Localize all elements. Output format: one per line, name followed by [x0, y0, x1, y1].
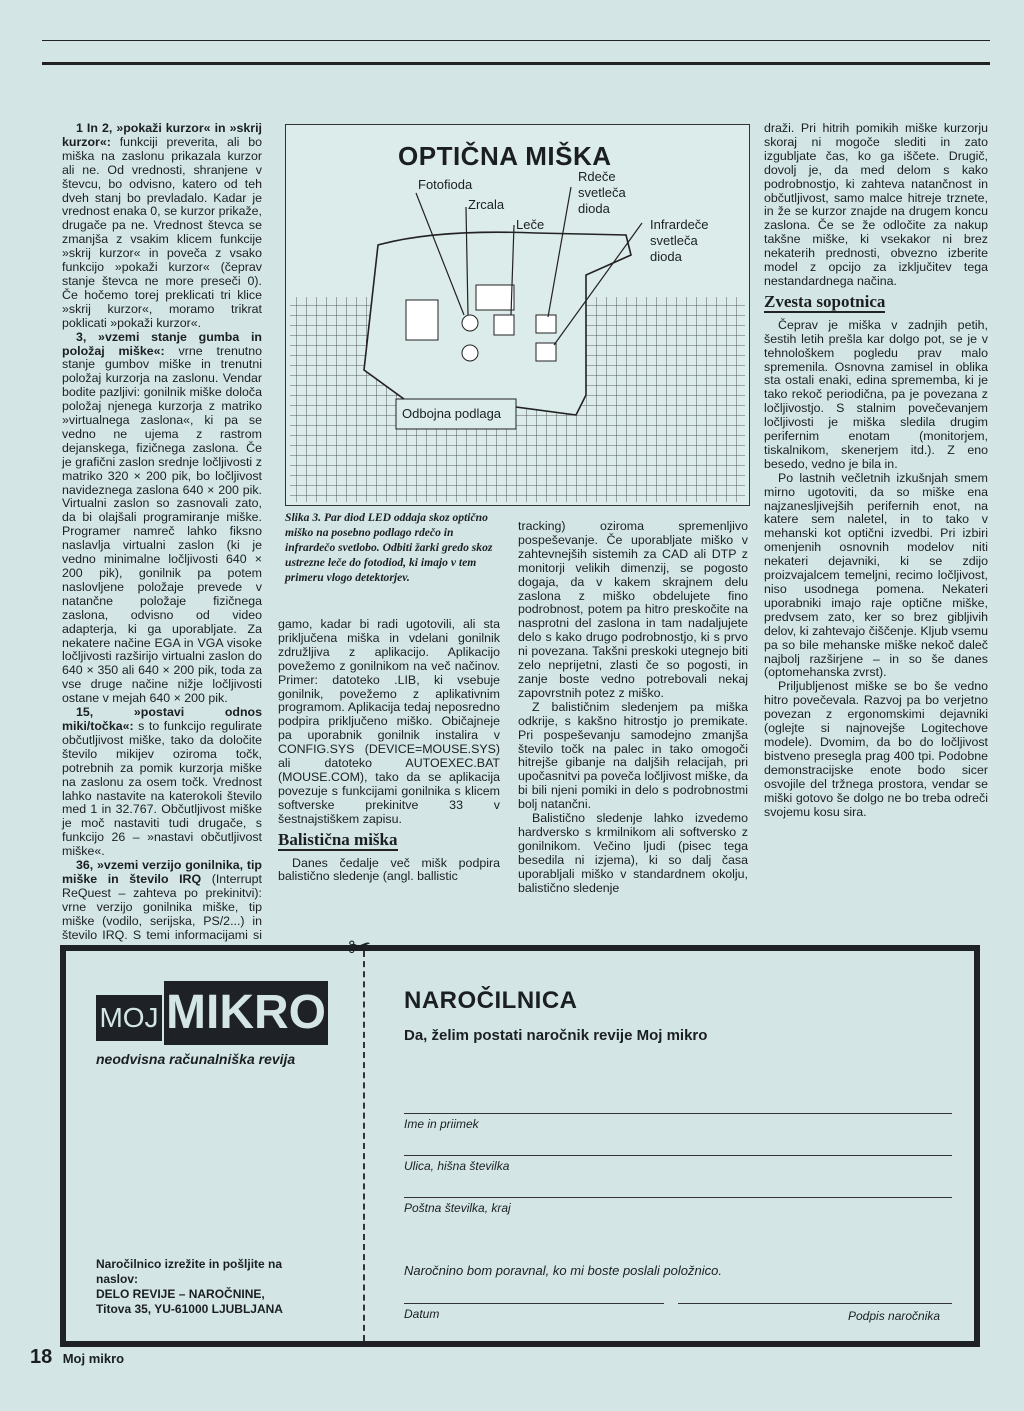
- subtitle-text: Da, želim postati naročnik revije: [404, 1027, 633, 1044]
- label-svetleca-2: svetleča: [650, 233, 698, 248]
- label-dioda-1: dioda: [578, 201, 610, 216]
- paragraph-lead: 36, »vzemi verzijo gonilnika, tip miške in število IRQ: [62, 858, 262, 886]
- tagline: neodvisna računalniška revija: [96, 1051, 296, 1067]
- logo-moj: MOJ: [96, 995, 162, 1041]
- subtitle-magazine: Moj mikro: [636, 1027, 708, 1044]
- top-rule-thick: [42, 62, 990, 65]
- column-2: [278, 618, 500, 884]
- figure-title: OPTIČNA MIŠKA: [398, 141, 612, 171]
- label-zrcala: Zrcala: [468, 197, 505, 212]
- postal-field[interactable]: [404, 1197, 952, 1198]
- postal-label: Poštna številka, kraj: [404, 1201, 511, 1215]
- heading-zvesta-sopotnica: Zvesta sopotnica: [764, 291, 886, 311]
- paragraph-text: gamo, kadar bi radi ugotovili, ali sta priključena miška in vdelani gonilnik združljiva z aplikacijo. Aplikacijo povežemo z gonilnikom na več načinov. Primer: datoteko .LIB, ki vsebuje gonilnik, povežemo z aplikativnim programom. Aplikacija tedaj neposredno podpira priključeno miško. Običajneje pa uporabnik gonilnik instalira v CONFIG.SYS (DEVICE=MOUSE.SYS) ali datoteko AUTOEXEC.BAT (MOUSE.COM), tako da se aplikacija povezuje s funkcijami gonilnika s klicem softverske prekinitve 33 v šestnajstiškem zapisu.: [278, 617, 500, 826]
- paragraph: [518, 812, 748, 895]
- page-number: 18: [30, 1346, 53, 1368]
- subscription-coupon: [60, 932, 980, 1347]
- paragraph: [62, 859, 262, 956]
- photodiode-2: [462, 345, 478, 361]
- name-label: Ime in priimek: [404, 1117, 479, 1131]
- date-label: Datum: [404, 1307, 440, 1321]
- top-rule-thin: [42, 40, 990, 41]
- name-field[interactable]: [404, 1113, 952, 1114]
- paragraph-lead: 15, »postavi odnos miki/točka«:: [62, 705, 262, 733]
- payment-note: Naročnino bom poravnal, ko mi boste poslali položnico.: [404, 1263, 722, 1278]
- logo-mikro: MIKRO: [164, 981, 328, 1045]
- paragraph-lead: 3, »vzemi stanje gumba in položaj miške«:: [62, 329, 262, 358]
- paragraph: [62, 706, 262, 859]
- lens-block: [476, 285, 514, 310]
- column-3: [518, 520, 748, 895]
- mirror-block: [494, 315, 514, 335]
- coupon-subtitle: [404, 1027, 707, 1044]
- signature-field[interactable]: [678, 1303, 952, 1304]
- label-svetleca-1: svetleča: [578, 185, 626, 200]
- paragraph-text: funkciji preverita, ali bo miška na zaslonu prikazala kurzor ali ne. Od vrednosti, shranjene v števcu, bo odvisno, katero od teh dveh stanj bo prevladalo. Kadar je vrednost enaka 0, se kurzor prikaže, drugače pa ne. Vrednost števca se zmanjša z vsakim klicem funkcije »skrij kurzor« in poveča z vsako funkcijo »pokaži kurzor« (čeprav stanje števca ne more preseči 0). Če hočemo torej preklicati tri klice »skrij kurzor«, moramo trikrat poklicati »pokaži kurzor«.: [62, 134, 262, 330]
- instructions-3: DELO REVIJE – NAROČNINE,: [96, 1287, 265, 1301]
- magazine-name: Moj mikro: [62, 1351, 125, 1366]
- paragraph-text: tracking) oziroma spremenljivo pospeševanje. Če uporabljate miško v zahtevnejših sistemih za CAD ali DTP z monitorji velikih dimenzij, se pogosto dogaja, da v kakem skrajnem delu zaslona z miško obdelujete fino podrobnost, potem pa hitro preskočite na nasprotni del zaslona in tam nadaljujete delo s kako drugo podrobnostjo, ki s prvo ni povezana. Takšni preskoki utegnejo biti zelo neprijetni, zlasti če so pogosti, in zanje boste vedno potrebovali nekaj zapovrstnih potez z miško.: [518, 519, 748, 700]
- paragraph: [764, 680, 988, 819]
- paragraph-text: Z balističnim sledenjem pa miška odkrije, s kakšno hitrostjo jo premikate. Pri pospeševanju samodejno zmanjša število točk na palec in tako omogoči hitrejše gibanje na daljših relacijah, pri upočasnitvi pa poveča ločljivost miške, da bi bili njeni pomiki in delo s podrobnostmi bolj natančni.: [518, 699, 748, 812]
- optical-mouse-diagram: [286, 125, 749, 505]
- paragraph-text: Priljubljenost miške se bo še vedno hitro povečevala. Razvoj pa bo verjetno povezan z ergonomskimi dejavniki (oglejte si najnovejše Logitechove modele). Dvomim, da bo do ločljivost bistveno presegla prag 400 tpi. Podobne demonstracijske enote bodo sicer osvojile del tržnega prostora, vendar se miški gotovo še dolgo ne bo treba odreči svojemu kosu sira.: [764, 679, 988, 819]
- street-label: Ulica, hišna številka: [404, 1159, 510, 1173]
- label-lece: Leče: [516, 217, 545, 232]
- ir-led: [536, 343, 556, 361]
- label-infrardece: Infrardeče: [650, 217, 709, 232]
- paragraph-text: s to funkcijo regulirate občutljivost miške, tako da določite število mikijev oziroma točk, potrebnih za pomik kurzorja miške na zaslonu za osem točk. Vrednost lahko nastavite na katerokoli število med 1 in 32.767. Občutljivost miške je moč nastaviti tudi drugače, s funkcijo 26 – »nastavi občutljivost miške«.: [62, 718, 262, 859]
- paragraph-text: Čeprav je miška v zadnjih petih, šestih letih prešla kar dolgo pot, se je v tehnološkem pogledu prav malo spremenila. Osnovna zamisel in oblika sta ostali enaki, edina sprememba, ki je tako rekoč periodična, pa je povezana z ločljivostjo. S stalnim povečevanjem ločljivosti je miška sledila drugim perifernim enotam (monitorjem, tiskalnikom, skenerjem itd.). Z eno besedo, vedno je bila in.: [764, 317, 988, 471]
- label-fotofioda: Fotofioda: [418, 177, 473, 192]
- signature-label: Podpis naročnika: [848, 1309, 941, 1323]
- figure-optical-mouse: [285, 124, 750, 506]
- label-podlaga: Odbojna podlaga: [402, 406, 502, 421]
- street-field[interactable]: [404, 1155, 952, 1156]
- paragraph: [62, 122, 262, 331]
- component-left: [406, 300, 438, 340]
- column-1: [62, 122, 262, 956]
- cut-line: [363, 951, 365, 1341]
- paragraph-text: Po lastnih večletnih izkušnjah smem mirno ugotoviti, da so miške ena najzanesljivejših perifernih enot, na katere sem naletel, in to tako v mehanski kot optični izvedbi. Pri izbiri omenjenih osnovnih modelov niti nekateri dejavniki, ki se zdijo proizvajalcem temeljni, recimo ločljivost, niso usodnega pomena. Nekateri uporabniki imajo raje optične miške, predvsem zato, ker so brez gibljivih delov, ki zahtevajo čiščenje. Kljub vsemu pa so bile mehanske miške nekoč daleč najbolj razširjene – in so še danes (optomehanska zvrst).: [764, 470, 988, 680]
- red-led: [536, 315, 556, 333]
- paragraph-text: draži. Pri hitrih pomikih miške kurzorju skoraj ni mogoče slediti in zato izgubljate čas, ko ga iščete. Drugič, dovolj je, da med delom s kako podrobnostjo, ki zahteva natančnost in občutljivost, samo malce hitreje trznete, in že se kurzor znajde na drugem koncu zaslona. Če se že odločite za nakup takšne miške, ki vsekakor ni brez nekaterih prednosti, obvezno izberite model z opcijo za izključitev tega nestandardnega načina.: [764, 121, 988, 288]
- paragraph-text: vrne trenutno stanje gumbov miške in trenutni položaj kurzorja na zaslonu. Vendar bodite pazljivi: gonilnik miške določa položaj njenega kurzorja z matriko »virtualnega zaslona«, ki pa se vedno ne ujema z rastrom dejanskega, fizičnega zaslona. Če je grafični zaslon srednje ločljivosti z matriko 320 × 200 pik, bo ločljivost navideznega zaslona 640 × 200 pik. Virtualni zaslon so zasnovali zato, da bi olajšali programiranje miške. Programer namreč lahko fiksno naslavlja virtualni zaslon (ki je vedno minimalne ločljivosti 640 × 200 pik), gonilnik pa potem naslovljene položaje prevede v natančne položaje fizičnega zaslona, odvisno od video adapterja, ki ga uporabljate. Za nekatere načine EGA in VGA visoke ločljivosti razširijo virtualni zaslon do 640 × 350 ali 640 × 200 pik, toda za vse druge načine nižje ločljivosti ostane v mejah 640 × 200 pik.: [62, 343, 262, 706]
- paragraph: Danes čedalje več mišk podpira balistično sledenje (angl. ballistic: [278, 855, 500, 884]
- paragraph-text: Balistično sledenje lahko izvedemo hardversko s krmilnikom ali softversko z gonilnikom. Večino ljudi (pisec tega besedila ni izjema), ki so dalj časa uporabljali miško v standardnem okolju, balistično sledenje: [518, 811, 748, 895]
- coupon-title: NAROČILNICA: [404, 987, 578, 1014]
- paragraph-lead: 1 In 2, »pokaži kurzor« in »skrij kurzor«:: [62, 121, 262, 149]
- logo: [96, 981, 328, 1047]
- page-footer: [30, 1346, 124, 1369]
- instructions-2: naslov:: [96, 1272, 139, 1286]
- column-4: [764, 122, 988, 819]
- instructions-4: Titova 35, YU-61000 LJUBLJANA: [96, 1302, 283, 1316]
- instructions-1: Naročilnico izrežite in pošljite na: [96, 1257, 283, 1271]
- paragraph: [518, 520, 748, 701]
- label-rdece: Rdeče: [578, 169, 616, 184]
- paragraph-text: (Interrupt ReQuest – zahteva po prekinitvi): vrne verzijo gonilnika miške, tip miške (vodilo, serijska, PS/2...) in število IRQ. S temi informacijami si: [62, 871, 262, 942]
- paragraph: [764, 319, 988, 472]
- label-dioda-2: dioda: [650, 249, 682, 264]
- heading-balisticna-miska: Balistična miška: [278, 829, 398, 849]
- figure-caption: Slika 3. Par diod LED oddaja skoz optično miško na posebno podlago rdečo in infrardečo svetlobo. Odbiti žarki gredo skoz ustrezne leče do fotodiod, ki imajo v tem primeru vlogo detektorjev.: [285, 511, 493, 584]
- paragraph: [764, 122, 988, 289]
- paragraph: [764, 472, 988, 681]
- paragraph: [62, 331, 262, 706]
- scissors-icon: ✂: [348, 932, 372, 963]
- date-field[interactable]: [404, 1303, 664, 1304]
- paragraph: [518, 701, 748, 812]
- paragraph: [278, 618, 500, 827]
- photodiode-1: [462, 315, 478, 331]
